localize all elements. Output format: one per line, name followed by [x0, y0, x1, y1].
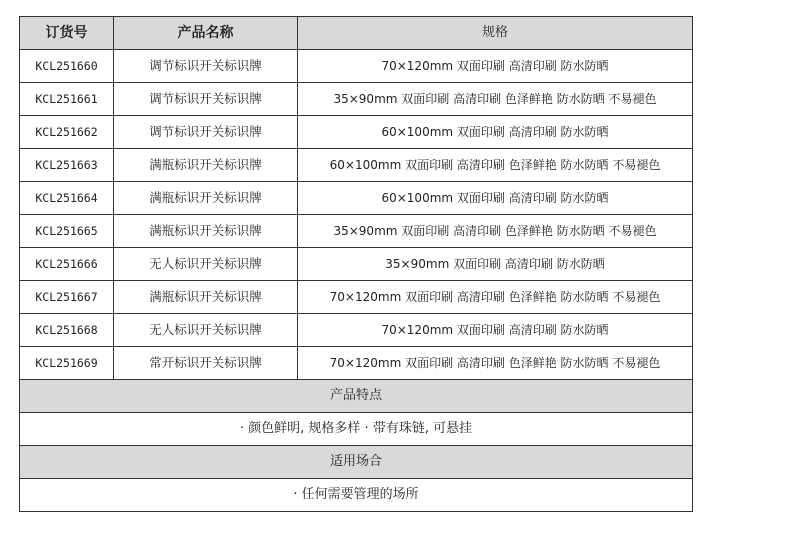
- usage-row: [20, 479, 693, 512]
- table-row: [20, 281, 693, 314]
- table-row: [20, 149, 693, 182]
- product-name-cell: 满瓶标识开关标识牌: [114, 182, 298, 215]
- features-heading: 产品特点: [20, 380, 693, 413]
- usage-heading-row: [20, 446, 693, 479]
- order-code-cell: KCL251661: [20, 83, 114, 116]
- table-row: [20, 182, 693, 215]
- features-heading-row: [20, 380, 693, 413]
- spec-cell: 35×90mm 双面印刷 高清印刷 防水防晒: [298, 248, 693, 281]
- order-code-cell: KCL251662: [20, 116, 114, 149]
- spec-cell: 70×120mm 双面印刷 高清印刷 色泽鲜艳 防水防晒 不易褪色: [298, 281, 693, 314]
- product-name-cell: 调节标识开关标识牌: [114, 83, 298, 116]
- order-code-cell: KCL251664: [20, 182, 114, 215]
- product-name-cell: 无人标识开关标识牌: [114, 314, 298, 347]
- order-code-cell: KCL251667: [20, 281, 114, 314]
- order-code-cell: KCL251669: [20, 347, 114, 380]
- order-code-cell: KCL251668: [20, 314, 114, 347]
- table-row: [20, 215, 693, 248]
- header-order-code: 订货号: [20, 17, 114, 50]
- spec-cell: 60×100mm 双面印刷 高清印刷 色泽鲜艳 防水防晒 不易褪色: [298, 149, 693, 182]
- order-code-cell: KCL251666: [20, 248, 114, 281]
- spec-cell: 60×100mm 双面印刷 高清印刷 防水防晒: [298, 116, 693, 149]
- spec-cell: 70×120mm 双面印刷 高清印刷 色泽鲜艳 防水防晒 不易褪色: [298, 347, 693, 380]
- table-row: [20, 314, 693, 347]
- usage-text: · 任何需要管理的场所: [20, 479, 693, 512]
- product-spec-table: [19, 16, 693, 512]
- table-row: [20, 347, 693, 380]
- table-header-row: [20, 17, 693, 50]
- order-code-cell: KCL251663: [20, 149, 114, 182]
- features-row: [20, 413, 693, 446]
- usage-heading: 适用场合: [20, 446, 693, 479]
- features-text: · 颜色鲜明, 规格多样 · 带有珠链, 可悬挂: [20, 413, 693, 446]
- product-name-cell: 满瓶标识开关标识牌: [114, 215, 298, 248]
- product-name-cell: 无人标识开关标识牌: [114, 248, 298, 281]
- order-code-cell: KCL251660: [20, 50, 114, 83]
- product-name-cell: 满瓶标识开关标识牌: [114, 149, 298, 182]
- spec-cell: 70×120mm 双面印刷 高清印刷 防水防晒: [298, 314, 693, 347]
- spec-cell: 60×100mm 双面印刷 高清印刷 防水防晒: [298, 182, 693, 215]
- product-name-cell: 满瓶标识开关标识牌: [114, 281, 298, 314]
- table-row: [20, 50, 693, 83]
- spec-cell: 70×120mm 双面印刷 高清印刷 防水防晒: [298, 50, 693, 83]
- order-code-cell: KCL251665: [20, 215, 114, 248]
- table-row: [20, 248, 693, 281]
- table-row: [20, 83, 693, 116]
- product-name-cell: 常开标识开关标识牌: [114, 347, 298, 380]
- header-product-name: 产品名称: [114, 17, 298, 50]
- table-body: [20, 50, 693, 512]
- product-name-cell: 调节标识开关标识牌: [114, 116, 298, 149]
- table-row: [20, 116, 693, 149]
- spec-cell: 35×90mm 双面印刷 高清印刷 色泽鲜艳 防水防晒 不易褪色: [298, 215, 693, 248]
- header-spec: 规格: [298, 17, 693, 50]
- spec-cell: 35×90mm 双面印刷 高清印刷 色泽鲜艳 防水防晒 不易褪色: [298, 83, 693, 116]
- product-name-cell: 调节标识开关标识牌: [114, 50, 298, 83]
